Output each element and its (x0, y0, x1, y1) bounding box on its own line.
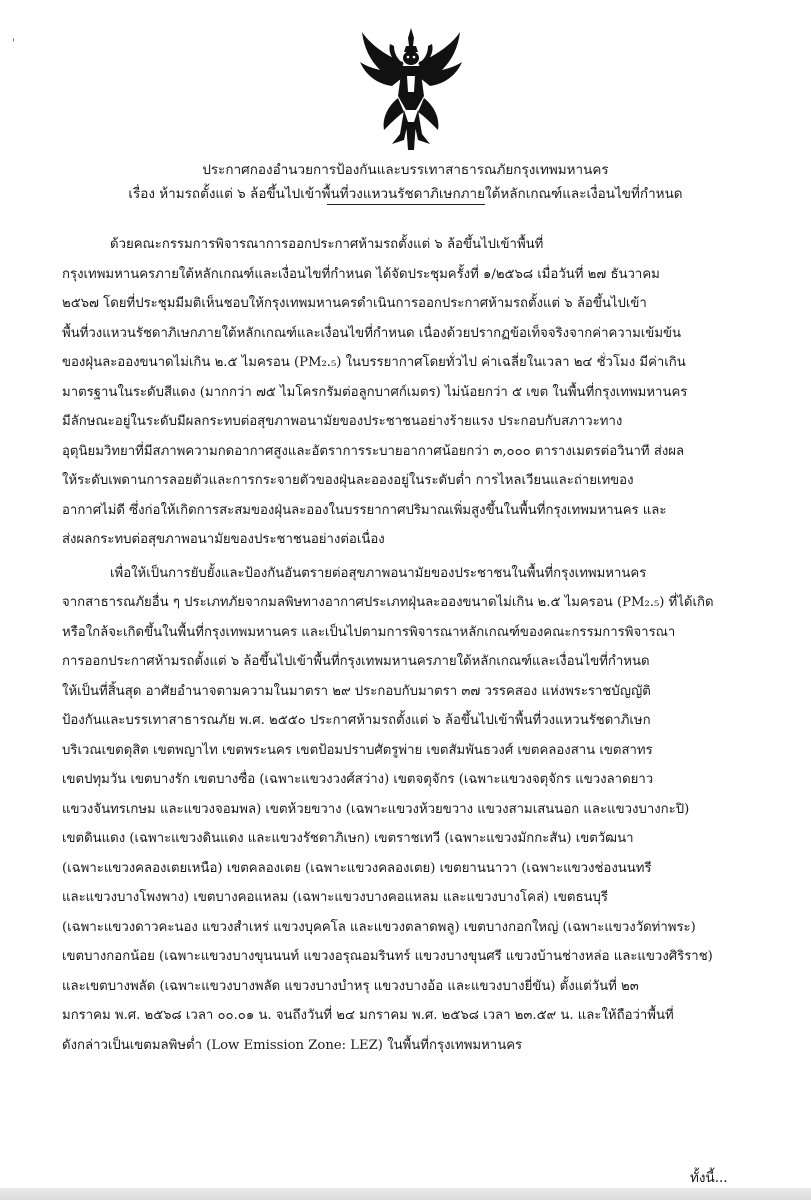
paragraph-line: เพื่อให้เป็นการยับยั้งและป้องกันอันตรายต่อสุขภาพอนามัยของประชาชนในพื้นที่กรุงเทพมหานคร (110, 565, 647, 581)
paragraph-line: และแขวงบางโพงพาง) เขตบางคอแหลม (เฉพาะแขวงบางคอแหลม และแขวงบางโคล่) เขตธนบุรี (62, 890, 608, 905)
paragraph-line: การออกประกาศห้ามรถตั้งแต่ ๖ ล้อขึ้นไปเข้าพื้นที่กรุงเทพมหานครภายใต้หลักเกณฑ์และเงื่อนไขที่กำหนด (62, 654, 650, 669)
paragraph-line: ของฝุ่นละอองขนาดไม่เกิน ๒.๕ ไมครอน (PM₂.₅) ในบรรยากาศโดยทั่วไป ค่าเฉลี่ยในเวลา ๒๔ ชั่วโมง มีค่าเกิน (62, 355, 686, 370)
paragraph-line: อากาศไม่ดี ซึ่งก่อให้เกิดการสะสมของฝุ่นละอองในบรรยากาศปริมาณเพิ่มสูงขึ้นในพื้นที่กรุงเทพมหานคร และ (62, 502, 667, 518)
paragraph-line: ให้เป็นที่สิ้นสุด อาศัยอำนาจตามความในมาตรา ๒๙ ประกอบกับมาตรา ๓๗ วรรคสอง แห่งพระราชบัญญัติ (62, 683, 651, 699)
paragraph-line: ด้วยคณะกรรมการพิจารณาการออกประกาศห้ามรถตั้งแต่ ๖ ล้อขึ้นไปเข้าพื้นที่ (110, 237, 544, 252)
paragraph-line: เขตดินแดง (เฉพาะแขวงดินแดง และแขวงรัชดาภิเษก) เขตราชเทวี (เฉพาะแขวงมักกะสัน) เขตวัฒนา (62, 831, 634, 846)
scan-mark: ' (12, 38, 15, 49)
paragraph-line: พื้นที่วงแหวนรัชดาภิเษกภายใต้หลักเกณฑ์และเงื่อนไขที่กำหนด เนื่องด้วยปรากฏข้อเท็จจริงจากค่าความเข้มข้น (62, 325, 682, 341)
paragraph-line: เขตปทุมวัน เขตบางรัก เขตบางซื่อ (เฉพาะแขวงวงศ์สว่าง) เขตจตุจักร (เฉพาะแขวงจตุจักร แขวงลาดยาว (62, 772, 654, 787)
announcement-subject: เรื่อง ห้ามรถตั้งแต่ ๖ ล้อขึ้นไปเข้าพื้นที่วงแหวนรัชดาภิเษกภายใต้หลักเกณฑ์และเงื่อนไขที่กำหนด (128, 186, 683, 202)
paragraph-line: บริเวณเขตดุสิต เขตพญาไท เขตพระนคร เขตป้อมปราบศัตรูพ่าย เขตสัมพันธวงศ์ เขตคลองสาน เขตสาทร (62, 742, 653, 758)
paragraph-line: (เฉพาะแขวงดาวคะนอง แขวงสำเหร่ แขวงบุคคโล และแขวงตลาดพลู) เขตบางกอกใหญ่ (เฉพาะแขวงวัดท่าพระ) (62, 919, 696, 935)
paragraph-line: ให้ระดับเพดานการลอยตัวและการกระจายตัวของฝุ่นละอองอยู่ในระดับต่ำ การไหลเวียนและถ่ายเทของ (62, 473, 634, 488)
paragraph-line: เขตบางกอกน้อย (เฉพาะแขวงบางขุนนนท์ แขวงอรุณอมรินทร์ แขวงบางขุนศรี แขวงบ้านช่างหล่อ และแขวงศิริราช) (62, 949, 713, 964)
paragraph-line: ส่งผลกระทบต่อสุขภาพอนามัยของประชาชนอย่างต่อเนื่อง (62, 532, 385, 547)
paragraph-line: มกราคม พ.ศ. ๒๕๖๘ เวลา ๐๐.๐๑ น. จนถึงวันที่ ๒๔ มกราคม พ.ศ. ๒๕๖๘ เวลา ๒๓.๕๙ น. และให้ถือว่าพื้นที่ (62, 1008, 674, 1023)
paragraph-line: จากสาธารณภัยอื่น ๆ ประเภทภัยจากมลพิษทางอากาศประเภทฝุ่นละอองขนาดไม่เกิน ๒.๕ ไมครอน (PM₂.₅) ที่ได้เกิด (62, 595, 714, 610)
paragraph-line: หรือใกล้จะเกิดขึ้นในพื้นที่กรุงเทพมหานคร และเป็นไปตามการพิจารณาหลักเกณฑ์ของคณะกรรมการพิจารณา (62, 624, 676, 640)
announcement-title: ประกาศกองอำนวยการป้องกันและบรรเทาสาธารณภัยกรุงเทพมหานคร (202, 162, 609, 178)
continuation-note: ทั้งนี้... (690, 1170, 728, 1186)
paragraph-line: และเขตบางพลัด (เฉพาะแขวงบางพลัด แขวงบางบำหรุ แขวงบางอ้อ และแขวงบางยี่ขัน) ตั้งแต่วันที่ ๒๓ (62, 978, 639, 994)
paragraph-1 (62, 230, 748, 555)
paragraph-2 (62, 559, 748, 1061)
paragraph-line: ดังกล่าวเป็นเขตมลพิษต่ำ (Low Emission Zone: LEZ) ในพื้นที่กรุงเทพมหานคร (62, 1037, 523, 1053)
paragraph-line: อุตุนิยมวิทยาที่มีสภาพความกดอากาศสูงและอัตราการระบายอากาศน้อยกว่า ๓,๐๐๐ ตารางเมตรต่อวินาที ส่งผล (62, 443, 685, 459)
paragraph-line: ๒๕๖๗ โดยที่ประชุมมีมติเห็นชอบให้กรุงเทพมหานครดำเนินการออกประกาศห้ามรถตั้งแต่ ๖ ล้อขึ้นไปเข้า (62, 296, 647, 311)
page-edge (0, 1188, 811, 1200)
paragraph-line: แขวงจันทรเกษม และแขวงจอมพล) เขตห้วยขวาง (เฉพาะแขวงห้วยขวาง แขวงสามเสนนอก และแขวงบางกะปิ) (62, 801, 690, 817)
paragraph-line: ป้องกันและบรรเทาสาธารณภัย พ.ศ. ๒๕๕๐ ประกาศห้ามรถตั้งแต่ ๖ ล้อขึ้นไปเข้าพื้นที่วงแหวนรัชดาภิเษก (62, 713, 651, 728)
paragraph-line: กรุงเทพมหานครภายใต้หลักเกณฑ์และเงื่อนไขที่กำหนด ได้จัดประชุมครั้งที่ ๑/๒๕๖๘ เมื่อวันที่ ๒๗ ธันวาคม (62, 266, 660, 282)
header-divider (327, 204, 485, 205)
announcement-header (40, 158, 771, 206)
paragraph-line: มีลักษณะอยู่ในระดับมีผลกระทบต่อสุขภาพอนามัยของประชาชนอย่างร้ายแรง ประกอบกับสภาวะทาง (62, 414, 623, 429)
paragraph-line: (เฉพาะแขวงคลองเตยเหนือ) เขตคลองเตย (เฉพาะแขวงคลองเตย) เขตยานนาวา (เฉพาะแขวงช่องนนทรี (62, 860, 652, 876)
announcement-body (62, 230, 748, 1060)
paragraph-line: มาตรฐานในระดับสีแดง (มากกว่า ๗๕ ไมโครกรัมต่อลูกบาศก์เมตร) ไม่น้อยกว่า ๕ เขต ในพื้นที่กรุงเทพมหานคร (62, 384, 688, 400)
garuda-emblem-icon (356, 26, 466, 156)
